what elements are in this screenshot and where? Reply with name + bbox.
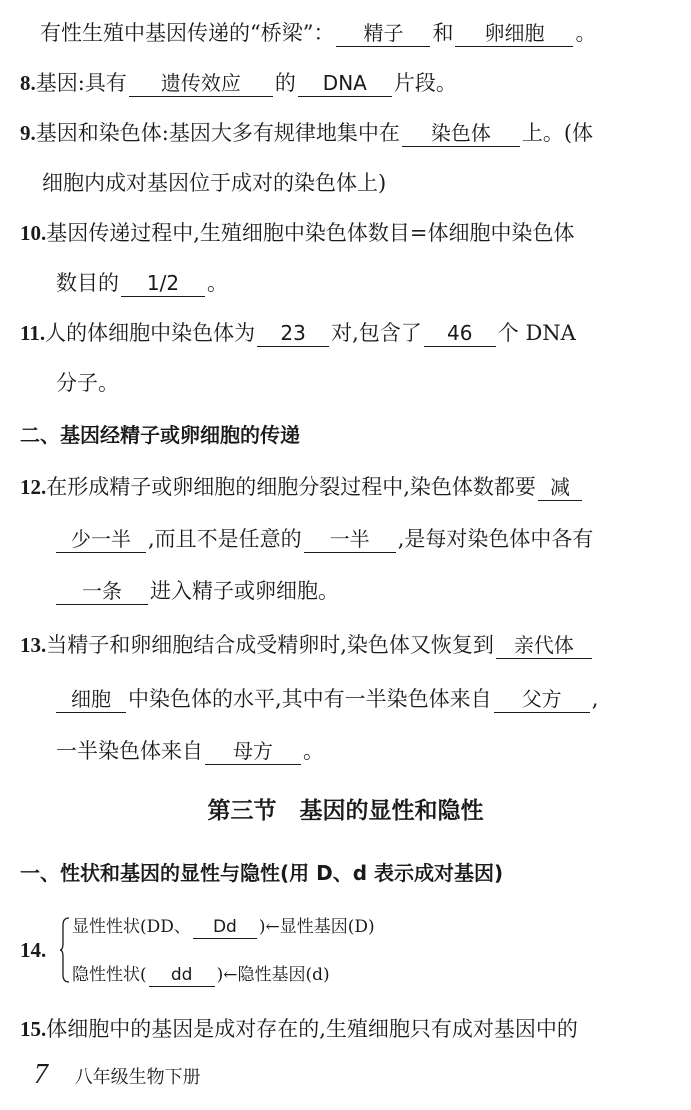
answer-blank: 卵细胞: [455, 20, 573, 47]
answer-blank: 减: [538, 474, 582, 501]
question-13-cont2: [56, 736, 691, 766]
answer-blank: 细胞: [56, 686, 126, 713]
question-13: [20, 630, 691, 660]
answer-blank: 23: [257, 320, 329, 347]
text: 。: [303, 739, 324, 763]
question-number: 10.: [20, 221, 47, 245]
question-12-cont: [56, 524, 691, 554]
text: 显性性状(DD、: [72, 917, 191, 937]
answer-blank: 一半: [304, 526, 396, 553]
answer-blank: Dd: [193, 916, 257, 939]
text: 基因传递过程中,生殖细胞中染色体数目=体细胞中染色体: [46, 221, 575, 245]
text: ,是每对染色体中各有: [397, 527, 594, 551]
question-number: 11.: [20, 321, 46, 345]
question-number: 12.: [20, 475, 47, 499]
text: 上。(体: [521, 121, 594, 145]
question-13-cont: [56, 684, 691, 714]
book-title: 八年级生物下册: [74, 1067, 201, 1088]
text: 分子。: [56, 371, 119, 395]
answer-blank: DNA: [298, 70, 392, 97]
text: ,: [591, 687, 599, 711]
answer-blank: 母方: [205, 738, 301, 765]
text: 。: [207, 271, 228, 295]
question-8: [20, 68, 691, 98]
text: 和: [432, 21, 454, 45]
answer-blank: 少一半: [56, 526, 146, 553]
brace-icon: [60, 917, 70, 983]
text: 基因:具有: [35, 71, 127, 95]
text: 。: [575, 21, 597, 45]
question-12-cont2: [56, 576, 691, 606]
question-10: [20, 218, 691, 248]
text: 细胞内成对基因位于成对的染色体上): [42, 171, 387, 195]
question-number: 15.: [20, 1017, 47, 1041]
text: 基因和染色体:基因大多有规律地集中在: [35, 121, 400, 145]
text: ,而且不是任意的: [148, 527, 302, 551]
answer-blank: dd: [149, 964, 215, 987]
text: 体细胞中的基因是成对存在的,生殖细胞只有成对基因中的: [46, 1017, 578, 1041]
text: 中染色体的水平,其中有一半染色体来自: [128, 687, 492, 711]
question-14-row1: [72, 912, 691, 942]
question-11-cont: [56, 368, 691, 398]
question-9: [20, 118, 691, 148]
text: 数目的: [56, 271, 119, 295]
text: 有性生殖中基因传递的“桥梁”：: [40, 21, 335, 45]
section-title: 第三节 基因的显性和隐性: [207, 798, 484, 824]
answer-blank: 染色体: [402, 120, 520, 147]
question-9-cont: [42, 168, 691, 198]
section-heading-1: 一、性状和基因的显性与隐性(用 D、d 表示成对基因): [20, 861, 504, 885]
text: 个 DNA: [497, 321, 576, 345]
text: 对,包含了: [331, 321, 422, 345]
answer-blank: 亲代体: [496, 632, 592, 659]
text: 人的体细胞中染色体为: [45, 321, 256, 345]
text: 隐性性状(: [72, 965, 147, 985]
text: 片段。: [393, 71, 457, 95]
answer-blank: 1/2: [121, 270, 205, 297]
text: 进入精子或卵细胞。: [150, 579, 339, 603]
page-number: 7: [34, 1059, 48, 1090]
answer-blank: 46: [424, 320, 496, 347]
answer-blank: 遗传效应: [129, 70, 273, 97]
text: 一半染色体来自: [56, 739, 203, 763]
question-number: 8.: [20, 71, 36, 95]
text: )←隐性基因(d): [216, 965, 330, 985]
question-number: 9.: [20, 121, 36, 145]
line-bridge: [40, 18, 691, 48]
question-10-cont: [56, 268, 691, 298]
question-11: [20, 318, 691, 348]
footer: [34, 1058, 691, 1095]
answer-blank: 精子: [336, 20, 430, 47]
question-number: 13.: [20, 633, 47, 657]
text: 的: [274, 71, 296, 95]
question-number: 14.: [20, 938, 47, 962]
question-14-row2: [72, 960, 691, 990]
answer-blank: 父方: [494, 686, 590, 713]
question-15: [20, 1014, 691, 1044]
text: )←显性基因(D): [258, 917, 375, 937]
section-heading-2: 二、基因经精子或卵细胞的传递: [20, 423, 300, 447]
question-12: [20, 472, 691, 502]
answer-blank: 一条: [56, 578, 148, 605]
text: 当精子和卵细胞结合成受精卵时,染色体又恢复到: [46, 633, 494, 657]
text: 在形成精子或卵细胞的细胞分裂过程中,染色体数都要: [46, 475, 536, 499]
